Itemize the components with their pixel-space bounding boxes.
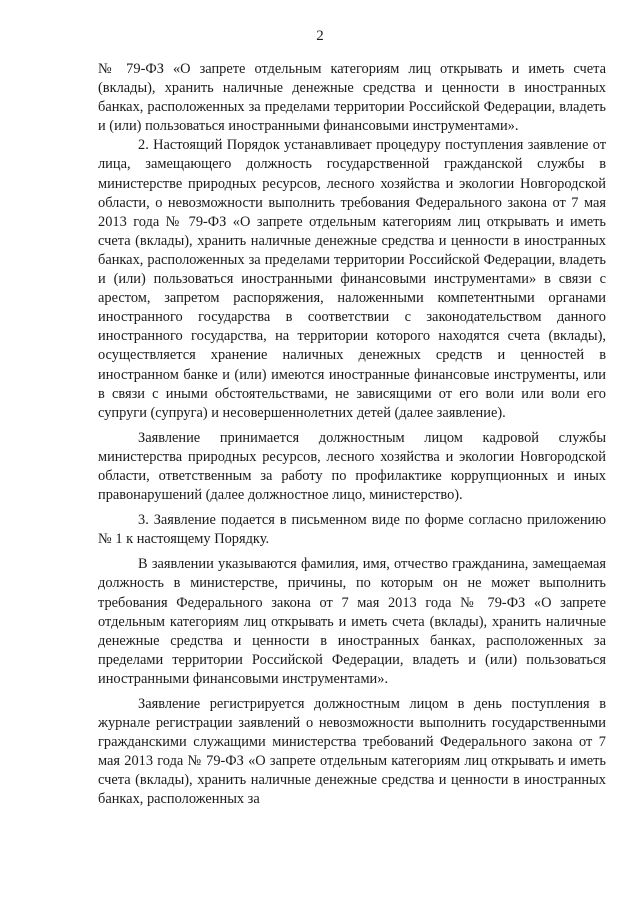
document-body <box>98 60 606 810</box>
paragraph-application-registration: Заявление регистрируется должностным лицом в день поступления в журнале регистрации заявлений о невозможности выполнить государственными гражданскими служащими министерства требований Федерального закона от 7 мая 2013 года № 79-ФЗ «О запрете отдельным категориям лиц открывать и иметь счета (вклады), хранить наличные денежные средства и ценности в иностранных банках, расположенных за <box>98 696 606 808</box>
paragraph-section-2: 2. Настоящий Порядок устанавливает процедуру поступления заявление от лица, замещающего должность государственной гражданской службы в министерстве природных ресурсов, лесного хозяйства и экологии Новгородской области, о невозможности выполнить требования Федерального закона от 7 мая 2013 года № 79-ФЗ «О запрете отдельным категориям лиц открывать и иметь счета (вклады), хранить наличные денежные средства и ценности в иностранных банках, расположенных за пределами территории Российской Федерации, владеть и (или) пользоваться иностранными финансовыми инструментами» в связи с арестом, запретом распоряжения, наложенными компетентными органами иностранного государства в соответствии с законодательством данного иностранного государства, на территории которого находятся счета (вклады), осуществляется хранение наличных денежных средств и ценностей в иностранном банке и (или) имеются иностранные финансовые инструменты, или в связи с иными обстоятельствами, не зависящими от его воли или воли его супруги (супруга) и несовершеннолетних детей (далее заявление). <box>98 137 606 421</box>
paragraph-law-title-continuation: № 79-ФЗ «О запрете отдельным категориям лиц открывать и иметь счета (вклады), хранить наличные денежные средства и ценности в иностранных банках, расположенных за пределами территории Российской Федерации, владеть и (или) пользоваться иностранными финансовыми инструментами». <box>98 61 606 135</box>
paragraph-application-acceptance: Заявление принимается должностным лицом кадровой службы министерства природных ресурсов, лесного хозяйства и экологии Новгородской области, ответственным за работу по профилактике коррупционных и иных правонарушений (далее должностное лицо, министерство). <box>98 429 606 504</box>
paragraph-section-3: 3. Заявление подается в письменном виде по форме согласно приложению № 1 к настоящему Порядку. <box>98 512 606 548</box>
paragraph-application-contents: В заявлении указываются фамилия, имя, отчество гражданина, замещаемая должность в министерстве, причины, по которым он не может выполнить требования Федерального закона от 7 мая 2013 года № 79-ФЗ «О запрете отдельным категориям лиц открывать и иметь счета (вклады), хранить наличные денежные средства и ценности в иностранных банках, расположенных за пределами территории Российской Федерации, владеть и (или) пользоваться иностранными финансовыми инструментами». <box>98 556 606 687</box>
page-number: 2 <box>316 28 324 44</box>
